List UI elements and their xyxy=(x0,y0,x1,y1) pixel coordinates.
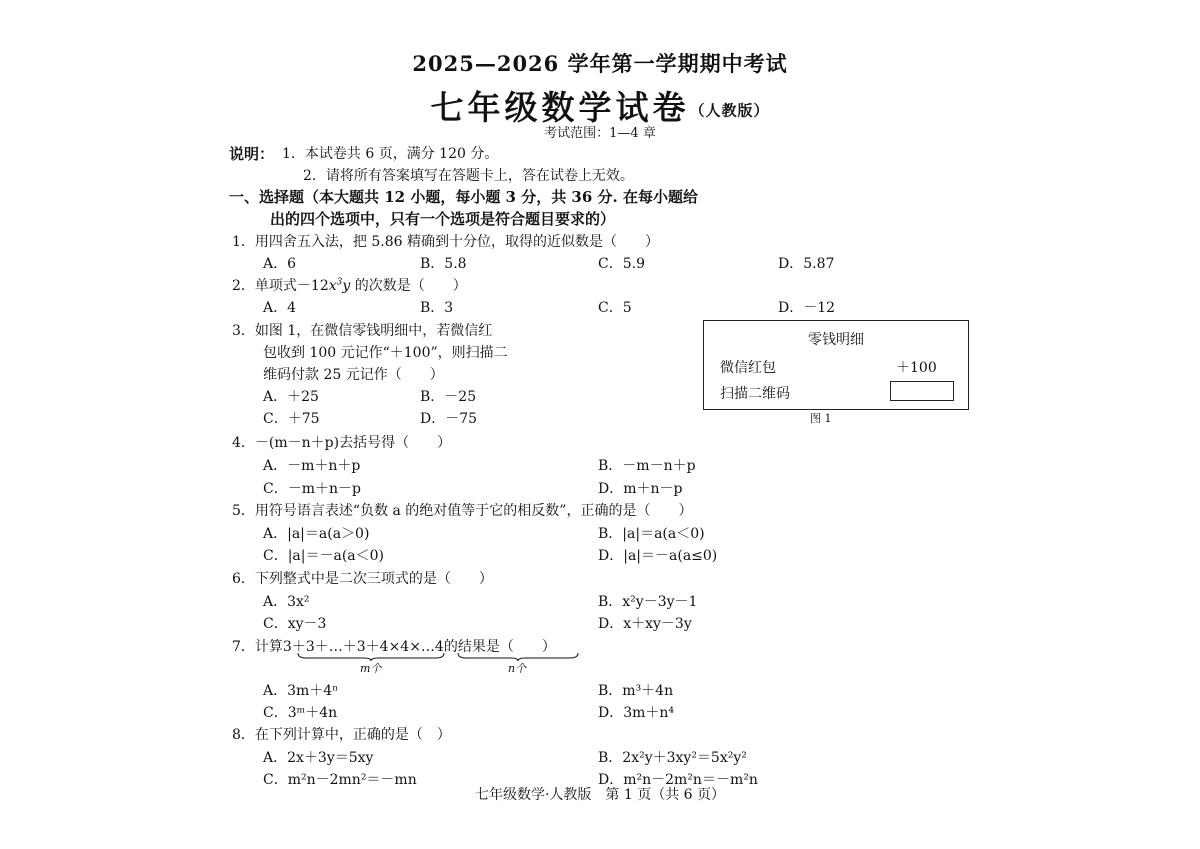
question-6-option-b: B．x²y－3y－1 xyxy=(598,594,698,610)
question-7-plus: ＋ xyxy=(365,639,380,655)
question-2-stem-pre: 2．单项式－12 xyxy=(232,278,329,294)
question-7-sum-part: 3＋3＋…＋3 xyxy=(282,639,366,655)
question-7-option-d: D．3m＋n⁴ xyxy=(598,705,675,721)
question-7-option-a: A．3m＋4ⁿ xyxy=(263,683,339,699)
section-heading-line2: 出的四个选项中，只有一个选项是符合题目要求的） xyxy=(270,210,616,228)
note-1: 1．本试卷共 6 页，满分 120 分。 xyxy=(282,146,499,162)
question-8-option-c: C．m²n－2mn²＝－mn xyxy=(263,772,417,788)
question-8-option-b: B．2x²y＋3xy²＝5x²y² xyxy=(598,750,747,766)
question-6-stem: 6．下列整式中是二次三项式的是（ ） xyxy=(232,571,493,587)
section-heading-line1: 一、选择题（本大题共 12 小题，每小题 3 分，共 36 分. 在每小题给 xyxy=(229,188,698,206)
question-5-option-b: B．|a|＝a(a＜0) xyxy=(598,526,705,542)
question-3-option-b: B．－25 xyxy=(420,389,477,405)
question-4-option-c: C．－m＋n－p xyxy=(263,481,361,497)
question-7-under-label-2: n个 xyxy=(508,662,527,675)
question-3-option-c: C．＋75 xyxy=(263,411,320,427)
question-2-option-b: B．3 xyxy=(420,300,454,316)
page-footer: 七年级数学·人教版 第 1 页（共 6 页） xyxy=(474,787,726,803)
question-6-option-a: A．3x² xyxy=(263,594,310,610)
figure-1-caption: 图 1 xyxy=(810,412,832,425)
question-2-stem xyxy=(232,275,467,295)
question-2-stem-post: 的次数是（ ） xyxy=(350,278,467,294)
question-2-option-a: A．4 xyxy=(263,300,297,316)
figure-title: 零钱明细 xyxy=(808,332,864,348)
question-7-option-b: B．m³＋4n xyxy=(598,683,674,699)
question-4-option-b: B．－m－n＋p xyxy=(598,458,696,474)
question-8-stem: 8．在下列计算中，正确的是（ ） xyxy=(232,727,451,743)
edition-label: （人教版） xyxy=(689,101,770,120)
question-4-option-a: A．－m＋n＋p xyxy=(263,458,361,474)
question-6-option-c: C．xy－3 xyxy=(263,616,327,632)
question-1-option-b: B．5.8 xyxy=(420,256,467,272)
notes-label: 说明： xyxy=(229,145,275,163)
question-1-option-d: D．5.87 xyxy=(778,256,835,272)
figure-row-scan-qr: 扫描二维码 xyxy=(720,386,790,402)
question-7-option-c: C．3ᵐ＋4n xyxy=(263,705,338,721)
question-2-option-d: D．－12 xyxy=(778,300,836,316)
figure-1-wallet-detail xyxy=(703,320,969,410)
question-4-option-d: D．m＋n－p xyxy=(598,481,683,497)
question-7-product-part: 4×4×…4 xyxy=(379,639,444,655)
question-1-option-a: A．6 xyxy=(263,256,297,272)
question-8-option-d: D．m²n－2m²n＝－m²n xyxy=(598,772,758,788)
question-5-option-c: C．|a|＝－a(a＜0) xyxy=(263,548,385,564)
question-7-pre: 7．计算 xyxy=(232,639,283,655)
question-8-option-a: A．2x＋3y＝5xy xyxy=(263,750,374,766)
question-3-stem-line3: 维码付款 25 元记作（ ） xyxy=(263,367,444,383)
question-5-option-d: D．|a|＝－a(a≤0) xyxy=(598,548,718,564)
figure-blank-box xyxy=(890,381,954,401)
question-1-stem: 1．用四舍五入法，把 5.86 精确到十分位，取得的近似数是（ ） xyxy=(232,234,659,250)
question-7-post: 的结果是（ ） xyxy=(443,639,556,655)
figure-row-red-packet-value: ＋100 xyxy=(896,360,937,376)
question-7-under-label-1: m个 xyxy=(360,662,382,675)
exam-title-text: 七年级数学试卷 xyxy=(430,88,690,127)
exam-header-line: 2025—2026 学年第一学期期中考试 xyxy=(412,51,788,76)
question-3-stem-line1: 3．如图 1，在微信零钱明细中，若微信红 xyxy=(232,323,493,339)
question-5-stem: 5．用符号语言表述“负数 a 的绝对值等于它的相反数”，正确的是（ ） xyxy=(232,503,693,519)
question-5-option-a: A．|a|＝a(a＞0) xyxy=(263,526,370,542)
figure-row-red-packet: 微信红包 xyxy=(720,360,776,376)
question-4-stem: 4．－(m－n＋p)去括号得（ ） xyxy=(232,435,452,451)
question-3-stem-line2: 包收到 100 元记作“＋100”，则扫描二 xyxy=(263,345,508,361)
question-1-option-c: C．5.9 xyxy=(598,256,645,272)
question-6-option-d: D．x＋xy－3y xyxy=(598,616,692,632)
question-3-option-a: A．＋25 xyxy=(263,389,319,405)
question-2-term: $x^3y$ xyxy=(328,277,351,294)
question-3-option-d: D．－75 xyxy=(420,411,478,427)
exam-scope: 考试范围：1—4 章 xyxy=(544,126,656,141)
question-2-option-c: C．5 xyxy=(598,300,632,316)
note-2: 2．请将所有答案填写在答题卡上，答在试卷上无效。 xyxy=(303,168,634,184)
